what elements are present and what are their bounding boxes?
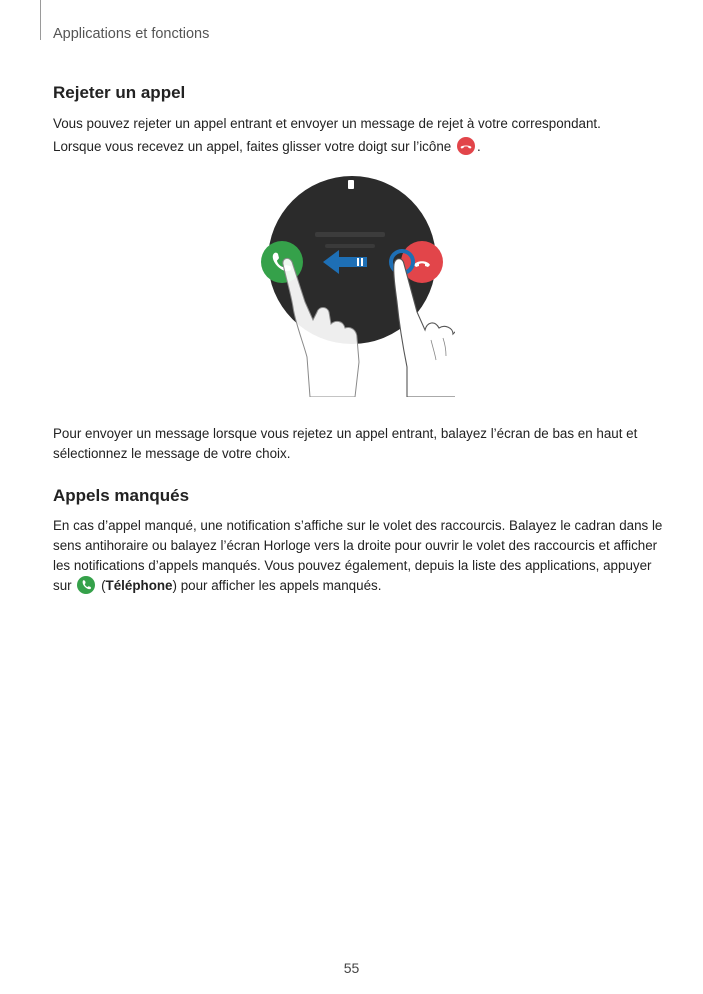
reject-message-line-1: Pour envoyer un message lorsque vous rejetez un appel entrant, balayez l’écran de bas en haut et [53, 426, 638, 441]
section-title-missed: Appels manqués [53, 486, 190, 505]
page-margin-rule [40, 0, 41, 40]
reject-paragraph-1 [53, 114, 653, 157]
missed-line-3: les notifications d’appels manqués. Vous pouvez également, depuis la liste des applications, appuyer [53, 558, 652, 573]
missed-line-1: En cas d’appel manqué, une notification s’affiche sur le volet des raccourcis. Balayez le cadran dans le [53, 518, 663, 533]
missed-line-4 [53, 576, 653, 596]
reject-message-line-2: sélectionnez le message de votre choix. [53, 446, 291, 461]
missed-line-4-start: sur [53, 578, 72, 593]
reject-message-paragraph [53, 424, 653, 464]
caller-placeholder-2 [325, 244, 375, 248]
reject-instruction-text: Lorsque vous recevez un appel, faites glisser votre doigt sur l’icône [53, 139, 452, 154]
paren-open: ( [101, 578, 106, 593]
page-number: 55 [343, 960, 360, 976]
missed-line-2: sens antihoraire ou balayez l’écran Horloge vers la droite pour ouvrir le volet des raccourcis et afficher [53, 538, 658, 553]
caller-placeholder [315, 232, 385, 237]
phone-hangup-icon [457, 137, 475, 155]
app-name-telephone: Téléphone [105, 578, 173, 593]
reject-instruction [53, 137, 653, 157]
section-title-reject: Rejeter un appel [53, 83, 186, 102]
watch-top-indicator [348, 180, 354, 189]
reject-intro: Vous pouvez rejeter un appel entrant et envoyer un message de rejet à votre correspondant. [53, 116, 601, 131]
reject-call-illustration [255, 172, 455, 397]
reject-instruction-end: . [476, 139, 481, 154]
phone-app-icon [77, 576, 95, 594]
missed-paragraph [53, 516, 663, 596]
missed-line-4-end: ) pour afficher les appels manqués. [172, 578, 382, 593]
page-header: Applications et fonctions [53, 26, 210, 42]
